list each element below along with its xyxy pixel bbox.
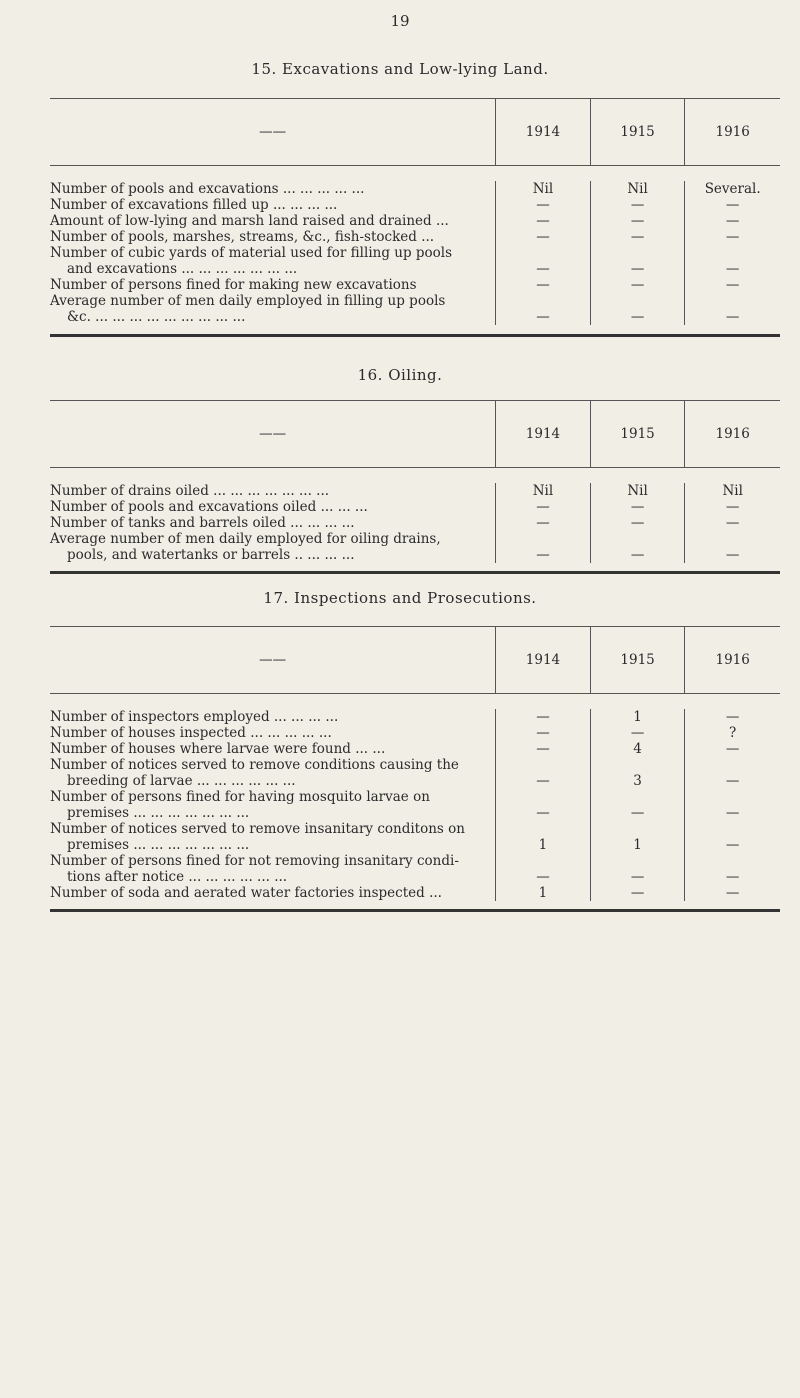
cell: — — [725, 885, 740, 901]
column-1915 — [590, 181, 685, 325]
cell: — — [725, 213, 740, 229]
column-1916 — [684, 483, 780, 563]
cell — [591, 821, 685, 837]
cell — [685, 821, 780, 837]
row-label: pools, and watertanks or barrels .. ... ... ... — [67, 547, 355, 563]
row-label: Number of inspectors employed ... ... ... ... — [50, 709, 339, 725]
year-header: 1915 — [590, 401, 685, 467]
row-label: Number of pools and excavations oiled ... ... ... — [50, 499, 368, 515]
cell: ? — [729, 725, 737, 741]
year-header: 1914 — [495, 627, 590, 693]
row-label: Number of notices served to remove conditions causing the — [50, 757, 459, 773]
cell: 1 — [538, 837, 548, 853]
table-header — [50, 99, 780, 166]
cell — [685, 293, 780, 309]
cell: — — [536, 261, 550, 277]
cell — [496, 245, 590, 261]
row-label: premises ... ... ... ... ... ... ... — [67, 805, 250, 821]
cell: Several. — [704, 181, 761, 197]
cell: Nil — [532, 181, 554, 197]
cell: — — [725, 709, 740, 725]
column-1914 — [495, 709, 590, 901]
cell — [591, 789, 685, 805]
row-label: and excavations ... ... ... ... ... ... ... — [67, 261, 298, 277]
cell: — — [536, 229, 550, 245]
cell: — — [630, 869, 645, 885]
cell — [496, 531, 590, 547]
year-header: 1915 — [590, 99, 685, 165]
cell — [591, 245, 685, 261]
cell: — — [725, 515, 740, 531]
cell: — — [630, 515, 645, 531]
column-1915 — [590, 709, 685, 901]
cell: — — [536, 805, 550, 821]
table-header — [50, 401, 780, 468]
cell: — — [536, 213, 550, 229]
row-label: Amount of low-lying and marsh land raised and drained ... — [50, 213, 449, 229]
table-inspections — [50, 626, 780, 912]
row-label: Number of pools, marshes, streams, &c., fish-stocked ... — [50, 229, 435, 245]
cell: 4 — [633, 741, 642, 757]
cell: — — [536, 309, 550, 325]
cell: — — [536, 725, 550, 741]
cell — [685, 531, 780, 547]
stub-header: —— — [259, 652, 287, 668]
cell: 1 — [633, 709, 642, 725]
row-label: Number of houses inspected ... ... ... ... ... — [50, 725, 332, 741]
cell — [496, 757, 590, 773]
cell — [685, 853, 780, 869]
section-title-inspections: 17. Inspections and Prosecutions. — [263, 589, 537, 607]
cell: — — [725, 773, 740, 789]
row-label: Number of excavations filled up ... ... ... ... — [50, 197, 338, 213]
cell — [591, 293, 685, 309]
cell: — — [536, 869, 550, 885]
table-oiling — [50, 400, 780, 574]
row-label: &c. ... ... ... ... ... ... ... ... ... — [67, 309, 246, 325]
cell: — — [536, 547, 550, 563]
cell — [685, 245, 780, 261]
cell: — — [725, 499, 740, 515]
cell: — — [630, 805, 645, 821]
row-label: Number of houses where larvae were found ... ... — [50, 741, 386, 757]
cell — [496, 293, 590, 309]
cell — [496, 789, 590, 805]
row-label: Number of drains oiled ... ... ... ... ... ... ... — [50, 483, 330, 499]
row-label: Number of notices served to remove insanitary conditons on — [50, 821, 465, 837]
cell: 1 — [538, 885, 548, 901]
cell: — — [536, 197, 550, 213]
cell: Nil — [532, 483, 554, 499]
year-header: 1916 — [684, 627, 780, 693]
cell: — — [630, 725, 645, 741]
table-body — [50, 468, 780, 571]
section-title-oiling: 16. Oiling. — [357, 366, 443, 384]
row-label: premises ... ... ... ... ... ... ... — [67, 837, 250, 853]
year-header: 1915 — [590, 627, 685, 693]
cell: — — [536, 773, 550, 789]
cell — [591, 853, 685, 869]
cell: — — [630, 229, 645, 245]
table-body — [50, 166, 780, 334]
stub-header: —— — [259, 426, 287, 442]
cell: — — [725, 837, 740, 853]
cell: 1 — [633, 837, 642, 853]
cell — [496, 821, 590, 837]
cell — [685, 789, 780, 805]
cell: — — [725, 261, 740, 277]
row-label: Number of pools and excavations ... ... ... ... ... — [50, 181, 365, 197]
row-labels — [50, 709, 495, 901]
cell — [591, 531, 685, 547]
cell — [496, 853, 590, 869]
cell: — — [536, 515, 550, 531]
cell: — — [630, 309, 645, 325]
cell: — — [630, 197, 645, 213]
cell: — — [725, 805, 740, 821]
cell: — — [630, 261, 645, 277]
cell: — — [725, 197, 740, 213]
table-excavations — [50, 98, 780, 337]
cell: — — [725, 277, 740, 293]
cell: — — [536, 709, 550, 725]
cell: — — [536, 741, 550, 757]
table-header — [50, 627, 780, 694]
cell: — — [725, 869, 740, 885]
cell — [685, 757, 780, 773]
cell: — — [630, 547, 645, 563]
cell: — — [630, 885, 645, 901]
section-title-excavations: 15. Excavations and Low-lying Land. — [251, 60, 549, 78]
year-header: 1916 — [684, 401, 780, 467]
column-1915 — [590, 483, 685, 563]
cell: Nil — [722, 483, 743, 499]
cell: — — [725, 229, 740, 245]
row-labels — [50, 181, 495, 325]
cell: — — [725, 547, 740, 563]
table-body — [50, 694, 780, 909]
page-number: 19 — [390, 12, 410, 30]
row-label: Average number of men daily employed in filling up pools — [50, 293, 446, 309]
year-header: 1914 — [495, 99, 590, 165]
cell: — — [725, 309, 740, 325]
cell: Nil — [627, 181, 648, 197]
cell: — — [630, 213, 645, 229]
column-1914 — [495, 181, 590, 325]
cell: — — [630, 277, 645, 293]
row-label: Number of persons fined for making new excavations — [50, 277, 417, 293]
stub-header: —— — [259, 124, 287, 140]
cell: — — [725, 741, 740, 757]
row-label: Number of soda and aerated water factories inspected ... — [50, 885, 442, 901]
year-header: 1914 — [495, 401, 590, 467]
cell: 3 — [633, 773, 642, 789]
row-labels — [50, 483, 495, 563]
row-label: breeding of larvae ... ... ... ... ... ... — [67, 773, 296, 789]
row-label: tions after notice ... ... ... ... ... ... — [67, 869, 288, 885]
year-header: 1916 — [684, 99, 780, 165]
row-label: Number of persons fined for not removing insanitary condi- — [50, 853, 459, 869]
cell: — — [536, 499, 550, 515]
column-1914 — [495, 483, 590, 563]
cell: — — [536, 277, 550, 293]
cell: Nil — [627, 483, 648, 499]
row-label: Number of cubic yards of material used for filling up pools — [50, 245, 453, 261]
row-label: Number of persons fined for having mosquito larvae on — [50, 789, 430, 805]
cell — [591, 757, 685, 773]
column-1916 — [684, 181, 780, 325]
column-1916 — [684, 709, 780, 901]
row-label: Average number of men daily employed for oiling drains, — [50, 531, 441, 547]
row-label: Number of tanks and barrels oiled ... ... ... ... — [50, 515, 355, 531]
cell: — — [630, 499, 645, 515]
